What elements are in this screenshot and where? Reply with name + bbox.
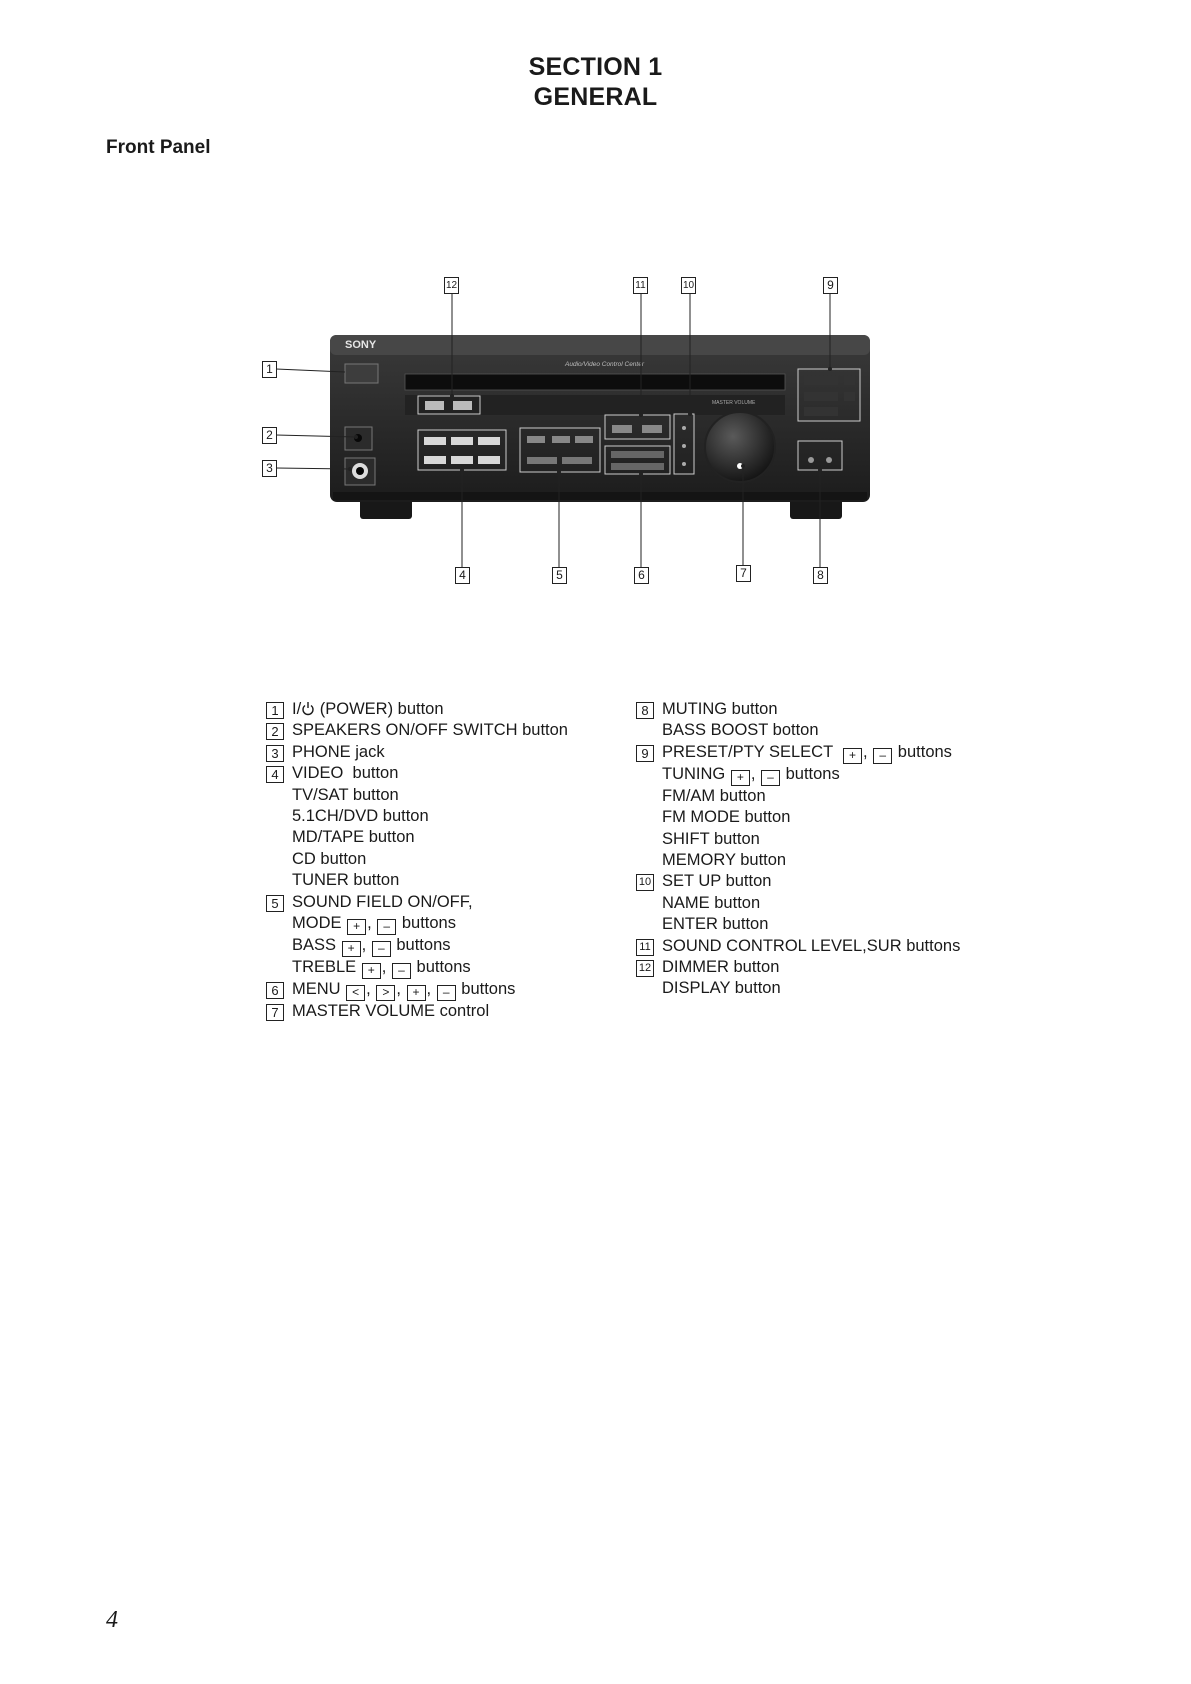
right-key-icon: > (376, 985, 395, 1001)
callout-12: 12 (444, 277, 459, 294)
section-name: GENERAL (533, 83, 658, 111)
callout-9: 9 (823, 277, 838, 294)
callout-8: 8 (813, 567, 828, 584)
list-item: MD/TAPE button (292, 828, 415, 847)
list-item: CD button (292, 849, 367, 868)
list-item: 1 I/ (POWER) button (266, 699, 568, 720)
list-item: FM MODE button (662, 808, 791, 827)
minus-key-icon: – (377, 919, 396, 935)
brand-logo: SONY (345, 339, 377, 351)
list-item: 5 SOUND FIELD ON/OFF, (266, 892, 568, 913)
callout-1: 1 (262, 361, 277, 378)
list-item: 10 SET UP button (636, 871, 960, 892)
plus-key-icon: + (731, 770, 750, 786)
section-number: SECTION 1 (528, 53, 663, 81)
callout-7: 7 (736, 565, 751, 582)
legend-right (636, 699, 960, 1000)
subtitle: Front Panel (106, 137, 211, 158)
power-symbol-icon (301, 701, 315, 716)
front-panel-figure (0, 0, 1191, 640)
list-item: BASS + , – buttons (292, 936, 451, 956)
callout-2: 2 (262, 427, 277, 444)
list-item: 11 SOUND CONTROL LEVEL,SUR buttons (636, 936, 960, 957)
list-item: 7 MASTER VOLUME control (266, 1001, 568, 1022)
callout-3: 3 (262, 460, 277, 477)
list-item: SHIFT button (662, 829, 760, 848)
page-number: 4 (106, 1607, 118, 1633)
list-item: NAME button (662, 893, 761, 912)
callout-4: 4 (455, 567, 470, 584)
minus-key-icon: – (873, 748, 892, 764)
list-item: FM/AM button (662, 786, 766, 805)
list-item: 6 MENU < , > , + , – buttons (266, 979, 568, 1001)
list-item: 8 MUTING button (636, 699, 960, 720)
list-item: TUNER button (292, 871, 400, 890)
minus-key-icon: – (392, 963, 411, 979)
svg-text:MASTER VOLUME: MASTER VOLUME (712, 400, 756, 406)
minus-key-icon: – (437, 985, 456, 1001)
plus-key-icon: + (342, 941, 361, 957)
callout-5: 5 (552, 567, 567, 584)
list-item: TREBLE + , – buttons (292, 958, 471, 978)
minus-key-icon: – (761, 770, 780, 786)
list-item: 9 PRESET/PTY SELECT + , – buttons (636, 742, 960, 764)
plus-key-icon: + (407, 985, 426, 1001)
callout-11: 11 (633, 277, 648, 294)
receiver-illustration (0, 0, 1191, 640)
legend-left (266, 699, 568, 1022)
list-item: BASS BOOST botton (662, 721, 819, 740)
plus-key-icon: + (843, 748, 862, 764)
list-item: DISPLAY button (662, 979, 781, 998)
plus-key-icon: + (347, 919, 366, 935)
list-item: 2 SPEAKERS ON/OFF SWITCH button (266, 720, 568, 741)
list-item: MODE + , – buttons (292, 914, 456, 934)
list-item: 5.1CH/DVD button (292, 807, 429, 826)
list-item: MEMORY button (662, 851, 787, 870)
list-item: ENTER button (662, 915, 769, 934)
list-item: TV/SAT button (292, 785, 399, 804)
callout-6: 6 (634, 567, 649, 584)
power-button (345, 364, 378, 383)
minus-key-icon: – (372, 941, 391, 957)
left-key-icon: < (346, 985, 365, 1001)
plus-key-icon: + (362, 963, 381, 979)
list-item: TUNING + , – buttons (662, 764, 840, 784)
list-item: 12 DIMMER button (636, 957, 960, 978)
list-item: 3 PHONE jack (266, 742, 568, 763)
list-item: 4 VIDEO button (266, 763, 568, 784)
model-label: Audio/Video Control Center (565, 361, 645, 368)
callout-10: 10 (681, 277, 696, 294)
display-window (405, 374, 785, 390)
